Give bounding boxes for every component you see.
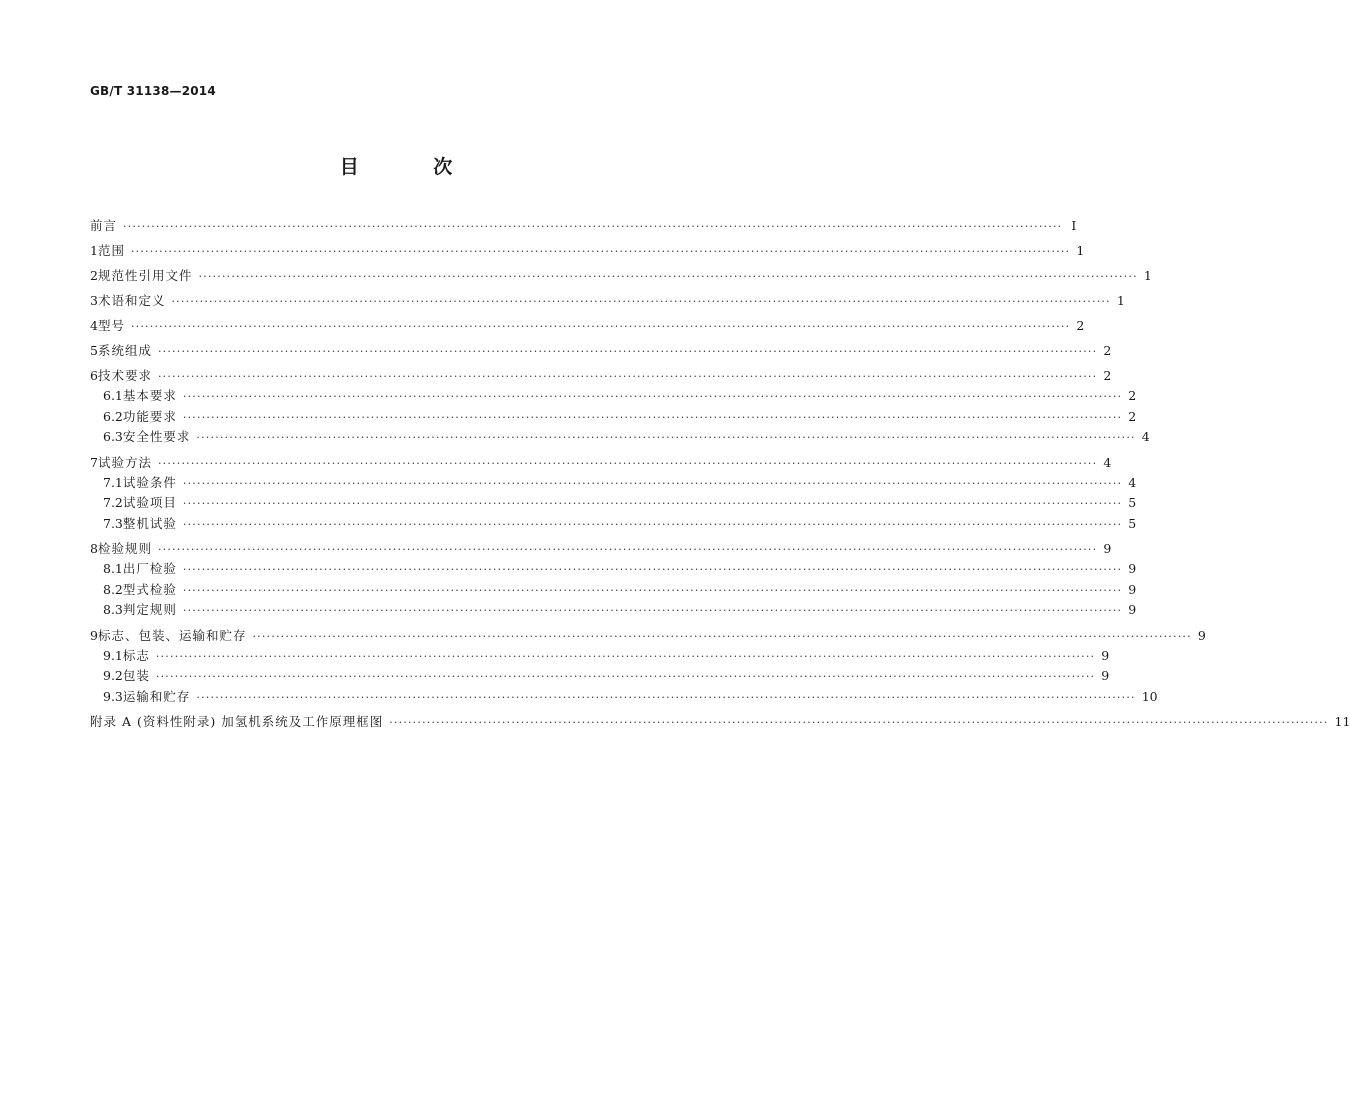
toc-entry-label: 包装	[122, 668, 150, 683]
dot-leader: ········································································································································································································	[157, 456, 1098, 470]
dot-leader: ········································································································································································································	[182, 476, 1123, 490]
toc-entry-page: 9	[1197, 627, 1206, 643]
toc-entry-page: 9	[1101, 668, 1110, 683]
dot-leader: ········································································································································································································	[157, 370, 1098, 383]
page-title: 目 次	[339, 156, 487, 178]
toc-entry-page: 10	[1141, 688, 1158, 704]
toc-entry-page: 9	[1128, 561, 1137, 576]
dot-leader: ········································································································································································································	[157, 345, 1098, 358]
toc-entry-page: I	[1071, 218, 1077, 233]
toc-entry-number: 6.3	[103, 429, 123, 444]
toc-entry-number: 6.1	[103, 388, 123, 403]
toc-entry-label: 前言	[90, 218, 118, 233]
toc-entry[interactable]	[90, 315, 1085, 336]
dot-leader: ········································································································································································································	[155, 670, 1096, 683]
toc-entry[interactable]	[90, 538, 1112, 559]
toc-entry-number: 6	[90, 368, 98, 383]
toc-entry-label: 型号	[97, 318, 125, 333]
toc-entry-label: 出厂检验	[122, 561, 177, 576]
toc-entry-number: 9.2	[103, 668, 123, 683]
toc-entry-page: 9	[1101, 647, 1110, 663]
toc-entry-label: 判定规则	[122, 602, 177, 617]
toc-entry-label: 系统组成	[97, 343, 152, 358]
dot-leader: ········································································································································································································	[182, 390, 1123, 403]
toc-entry-number: 9.3	[103, 688, 123, 704]
dot-leader: ········································································································································································································	[182, 517, 1123, 531]
toc-entry[interactable]	[90, 290, 1125, 311]
toc-entry-number: 3	[90, 293, 98, 308]
toc-entry-page: 9	[1103, 541, 1112, 556]
toc-entry-number: 7	[90, 454, 98, 470]
toc-entry-number: 9.1	[103, 647, 123, 663]
toc-entry[interactable]	[90, 646, 1110, 667]
toc-entry-number: 6.2	[103, 408, 123, 424]
toc-entry[interactable]	[90, 215, 1077, 236]
toc-entry[interactable]	[90, 493, 1137, 514]
toc-entry-label: 规范性引用文件	[97, 268, 193, 283]
toc-entry-label: 标志、包装、运输和贮存	[97, 627, 247, 643]
dot-leader: ········································································································································································································	[130, 245, 1071, 258]
toc-entry-number: 8.1	[103, 561, 123, 576]
toc-entry-label: 基本要求	[122, 388, 177, 403]
toc-entry-number: 7.1	[103, 474, 123, 490]
toc-entry-number: 7.2	[103, 495, 123, 510]
dot-leader: ········································································································································································································	[252, 629, 1192, 643]
toc-entry-page: 1	[1076, 243, 1085, 258]
toc-entry[interactable]	[90, 452, 1112, 473]
dot-leader: ········································································································································································································	[182, 563, 1123, 576]
toc-entry-label: 术语和定义	[97, 293, 166, 308]
toc-entry-page: 9	[1128, 581, 1137, 597]
toc-entry-page: 4	[1128, 474, 1137, 490]
dot-leader: ········································································································································································································	[196, 690, 1136, 704]
toc-entry-label: 标志	[122, 647, 150, 663]
toc-entry-number: 8	[90, 541, 98, 556]
toc-entry-label: 型式检验	[122, 581, 177, 597]
toc-entry[interactable]	[90, 666, 1110, 687]
dot-leader: ········································································································································································································	[182, 604, 1123, 617]
toc-entry[interactable]	[90, 340, 1112, 361]
toc-entry-label: 范围	[97, 243, 125, 258]
toc-entry-label: 试验条件	[122, 474, 177, 490]
toc-entry-number: 8.3	[103, 602, 123, 617]
toc-entry-number: 8.2	[103, 581, 123, 597]
toc-entry[interactable]	[90, 687, 1158, 708]
dot-leader: ········································································································································································································	[155, 649, 1096, 663]
dot-leader: ········································································································································································································	[198, 270, 1138, 283]
dot-leader: ········································································································································································································	[130, 320, 1071, 333]
toc-entry-page: 1	[1143, 268, 1152, 283]
toc-entry[interactable]	[90, 365, 1112, 386]
toc-entry-page: 4	[1141, 429, 1150, 444]
toc-entry[interactable]	[90, 625, 1206, 646]
toc-entry-number: 7.3	[103, 515, 123, 531]
toc-entry[interactable]	[90, 473, 1137, 494]
dot-leader: ········································································································································································································	[389, 716, 1329, 729]
toc-entry-page: 2	[1128, 408, 1137, 424]
toc-entry-page: 2	[1076, 318, 1085, 333]
toc-entry-page: 5	[1128, 515, 1137, 531]
toc-entry-label: 安全性要求	[122, 429, 191, 444]
toc-entry-label: 检验规则	[97, 541, 152, 556]
toc-entry-page: 2	[1103, 343, 1112, 358]
dot-leader: ········································································································································································································	[123, 220, 1063, 233]
standard-code: GB/T 31138—2014	[90, 84, 216, 98]
dot-leader: ········································································································································································································	[157, 543, 1098, 556]
toc-entry-page: 2	[1128, 388, 1137, 403]
toc-entry-label: 整机试验	[122, 515, 177, 531]
toc-entry-page: 2	[1103, 368, 1112, 383]
toc-entry-label: 试验项目	[122, 495, 177, 510]
toc-entry-label: 技术要求	[97, 368, 152, 383]
toc-entry[interactable]	[90, 580, 1137, 601]
toc-entry-page: 11	[1334, 714, 1350, 729]
toc-entry-page: 4	[1103, 454, 1112, 470]
toc-entry[interactable]	[90, 265, 1152, 286]
toc-entry-label: 运输和贮存	[122, 688, 191, 704]
dot-leader: ········································································································································································································	[171, 295, 1111, 308]
toc-entry-label: 功能要求	[122, 408, 177, 424]
table-of-contents	[90, 215, 1350, 732]
toc-entry-number: 1	[90, 243, 98, 258]
toc-entry-number: 5	[90, 343, 98, 358]
toc-entry-number: 4	[90, 318, 98, 333]
toc-entry[interactable]	[90, 559, 1137, 580]
dot-leader: ········································································································································································································	[182, 497, 1123, 510]
toc-entry-page: 5	[1128, 495, 1137, 510]
toc-entry[interactable]	[90, 600, 1137, 621]
toc-entry[interactable]	[90, 514, 1137, 535]
toc-entry-page: 9	[1128, 602, 1137, 617]
toc-entry-number: 9	[90, 627, 98, 643]
toc-entry[interactable]	[90, 407, 1137, 428]
toc-entry[interactable]	[90, 427, 1150, 448]
toc-entry[interactable]	[90, 240, 1085, 261]
dot-leader: ········································································································································································································	[182, 583, 1123, 597]
toc-entry[interactable]	[90, 386, 1137, 407]
toc-entry-label: 附录 A (资料性附录) 加氢机系统及工作原理框图	[90, 714, 384, 729]
toc-entry-page: 1	[1116, 293, 1125, 308]
dot-leader: ········································································································································································································	[196, 431, 1136, 444]
toc-entry-number: 2	[90, 268, 98, 283]
toc-entry-label: 试验方法	[97, 454, 152, 470]
dot-leader: ········································································································································································································	[182, 410, 1123, 424]
toc-entry[interactable]	[90, 711, 1350, 732]
